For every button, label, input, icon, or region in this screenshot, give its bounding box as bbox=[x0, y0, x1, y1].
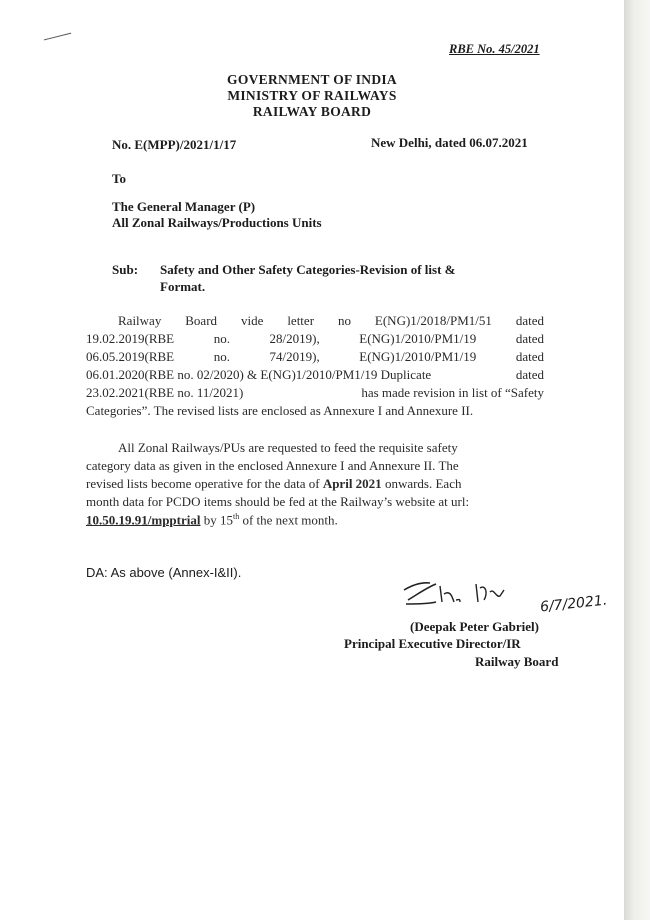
reference-number: No. E(MPP)/2021/1/17 bbox=[112, 137, 237, 152]
signature-date: 6/7/2021. bbox=[539, 592, 608, 616]
place-date: New Delhi, dated 06.07.2021 bbox=[371, 135, 528, 150]
para1-word: Railway bbox=[118, 313, 162, 328]
para1-word: no. bbox=[213, 331, 230, 346]
para2-text: revised lists become operative for the data of bbox=[86, 476, 323, 491]
header-ministry: MINISTRY OF RAILWAYS bbox=[227, 88, 397, 103]
para1-word: no bbox=[337, 313, 351, 328]
website-url: 10.50.19.91/mpptrial bbox=[86, 512, 201, 528]
para1-row-3 bbox=[86, 349, 544, 365]
ordinal-suffix: th bbox=[232, 512, 240, 521]
para1-word: 19.02.2019(RBE bbox=[86, 331, 175, 346]
para1-word: letter bbox=[287, 313, 315, 328]
para1-word: no. bbox=[213, 349, 230, 364]
para2-line-1: All Zonal Railways/PUs are requested to feed the requisite safety bbox=[118, 440, 458, 455]
para2-line-2: category data as given in the enclosed Annexure I and Annexure II. The bbox=[86, 458, 459, 473]
para1-row-2 bbox=[86, 331, 544, 347]
para1-word: Board bbox=[185, 313, 218, 328]
signatory-name: (Deepak Peter Gabriel) bbox=[410, 619, 539, 634]
para1-row-6: Categories”. The revised lists are enclosed as Annexure I and Annexure II. bbox=[86, 403, 474, 418]
para2-text: onwards. Each bbox=[381, 476, 462, 491]
para1-word: 23.02.2021(RBE no. 11/2021) bbox=[86, 385, 244, 400]
para1-word: E(NG)1/2010/PM1/19 bbox=[359, 331, 477, 346]
header-board: RAILWAY BOARD bbox=[252, 104, 372, 119]
header-government: GOVERNMENT OF INDIA bbox=[227, 72, 397, 87]
signatory-office: Railway Board bbox=[475, 654, 559, 669]
addressee-line-1: The General Manager (P) bbox=[112, 199, 256, 214]
enclosure-note: DA: As above (Annex-I&II). bbox=[86, 565, 242, 580]
para1-word: dated bbox=[515, 331, 544, 346]
para1-row-5 bbox=[86, 385, 544, 401]
operative-month: April 2021 bbox=[322, 476, 382, 491]
subject-line-2: Format. bbox=[160, 279, 206, 294]
para1-word: has made revision in list of “Safety bbox=[361, 385, 544, 400]
addressee-line-2: All Zonal Railways/Productions Units bbox=[112, 215, 322, 230]
para1-word: dated bbox=[515, 349, 544, 364]
para1-word: 74/2019), bbox=[269, 349, 320, 364]
para1-word: E(NG)1/2018/PM1/51 bbox=[374, 313, 492, 328]
para1-word: 28/2019), bbox=[269, 331, 320, 346]
rbe-number: RBE No. 45/2021 bbox=[449, 42, 540, 56]
para1-word: dated bbox=[515, 367, 544, 382]
signatory-designation: Principal Executive Director/IR bbox=[344, 636, 521, 651]
para1-word: E(NG)1/2010/PM1/19 bbox=[359, 349, 477, 364]
para1-word: 06.05.2019(RBE bbox=[86, 349, 175, 364]
para2-line-3 bbox=[86, 476, 461, 492]
para2-line-5 bbox=[86, 512, 338, 528]
scan-edge bbox=[624, 0, 650, 920]
para2-text: of the next month. bbox=[239, 512, 338, 528]
para1-word: vide bbox=[240, 313, 264, 328]
to-label: To bbox=[112, 171, 126, 186]
para1-word: 06.01.2020(RBE no. 02/2020) & E(NG)1/2010/PM1/19 Duplicate bbox=[86, 367, 432, 382]
para2-text: by 15 bbox=[200, 512, 233, 528]
para1-word: dated bbox=[515, 313, 544, 328]
para1-row-4 bbox=[86, 367, 544, 383]
para2-line-4: month data for PCDO items should be fed at the Railway’s website at url: bbox=[86, 494, 470, 509]
para1-row-1 bbox=[118, 313, 544, 329]
subject-line-1: Safety and Other Safety Categories-Revision of list & bbox=[160, 262, 456, 277]
subject-label: Sub: bbox=[112, 262, 139, 277]
